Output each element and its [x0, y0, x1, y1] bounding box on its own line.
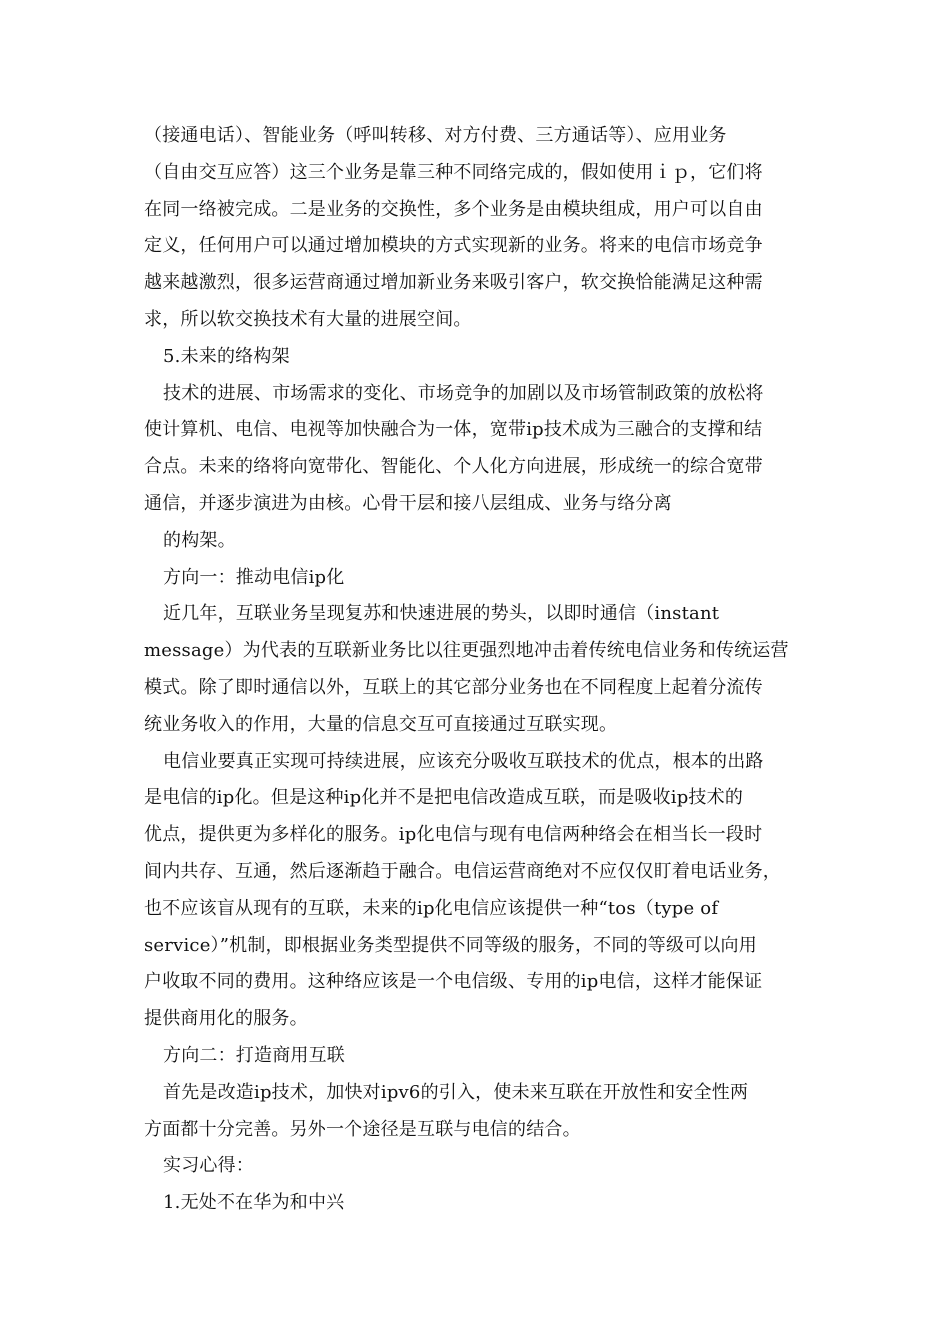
text-line: 越来越激烈，很多运营商通过增加新业务来吸引客户，软交换恰能满足这种需: [144, 272, 763, 294]
text-line: 优点，提供更为多样化的服务。ip化电信与现有电信两种络会在相当长一段时: [144, 824, 763, 846]
text-line: 合点。未来的络将向宽带化、智能化、个人化方向进展，形成统一的综合宽带: [144, 456, 763, 478]
text-line: 定义，任何用户可以通过增加模块的方式实现新的业务。将来的电信市场竞争: [144, 235, 763, 257]
text-line: （自由交互应答）这三个业务是靠三种不同络完成的，假如使用ｉｐ，它们将: [144, 161, 763, 183]
text-line: （接通电话）、智能业务（呼叫转移、对方付费、三方通话等）、应用业务: [144, 125, 727, 146]
text-line: 方向二：打造商用互联: [163, 1044, 345, 1066]
text-line: 在同一络被完成。二是业务的交换性，多个业务是由模块组成，用户可以自由: [144, 198, 763, 220]
text-line: 通信，并逐步演进为由核。心骨干层和接八层组成、业务与络分离: [144, 492, 672, 514]
text-line: 的构架。: [163, 529, 236, 551]
text-line: 方向一：推动电信ip化: [163, 566, 345, 588]
text-line: 提供商用化的服务。: [144, 1008, 308, 1030]
text-line: 方面都十分完善。另外一个途径是互联与电信的结合。: [144, 1118, 581, 1140]
text-line: 统业务收入的作用，大量的信息交互可直接通过互联实现。: [144, 713, 618, 735]
text-line: 首先是改造ip技术，加快对ipv6的引入，使未来互联在开放性和安全性两: [163, 1081, 749, 1103]
text-line: 技术的进展、市场需求的变化、市场竞争的加剧以及市场管制政策的放松将: [163, 382, 764, 404]
text-line: 1.无处不在华为和中兴: [163, 1192, 345, 1214]
document-body: [144, 118, 809, 1222]
text-line: 户收取不同的费用。这种络应该是一个电信级、专用的ip电信，这样才能保证: [144, 971, 763, 993]
text-line: service）”机制，即根据业务类型提供不同等级的服务，不同的等级可以向用: [144, 934, 757, 956]
text-line: 求，所以软交换技术有大量的进展空间。: [144, 308, 472, 330]
text-line: 实习心得：: [163, 1155, 254, 1177]
text-line: 也不应该盲从现有的互联，未来的ip化电信应该提供一种“tos（type of: [144, 897, 719, 919]
text-line: 是电信的ip化。但是这种ip化并不是把电信改造成互联，而是吸收ip技术的: [144, 787, 744, 809]
text-line: message）为代表的互联新业务比以往更强烈地冲击着传统电信业务和传统运营: [144, 640, 789, 662]
text-line: 使计算机、电信、电视等加快融合为一体，宽带ip技术成为三融合的支撑和结: [144, 419, 763, 441]
text-line: 模式。除了即时通信以外，互联上的其它部分业务也在不同程度上起着分流传: [144, 676, 763, 698]
text-line: 间内共存、互通，然后逐渐趋于融合。电信运营商绝对不应仅仅盯着电话业务，: [144, 860, 781, 882]
text-line: 5.未来的络构架: [163, 345, 290, 367]
text-line: 电信业要真正实现可持续进展，应该充分吸收互联技术的优点，根本的出路: [163, 750, 764, 772]
text-line: 近几年，互联业务呈现复苏和快速进展的势头，以即时通信（instant: [163, 603, 720, 625]
